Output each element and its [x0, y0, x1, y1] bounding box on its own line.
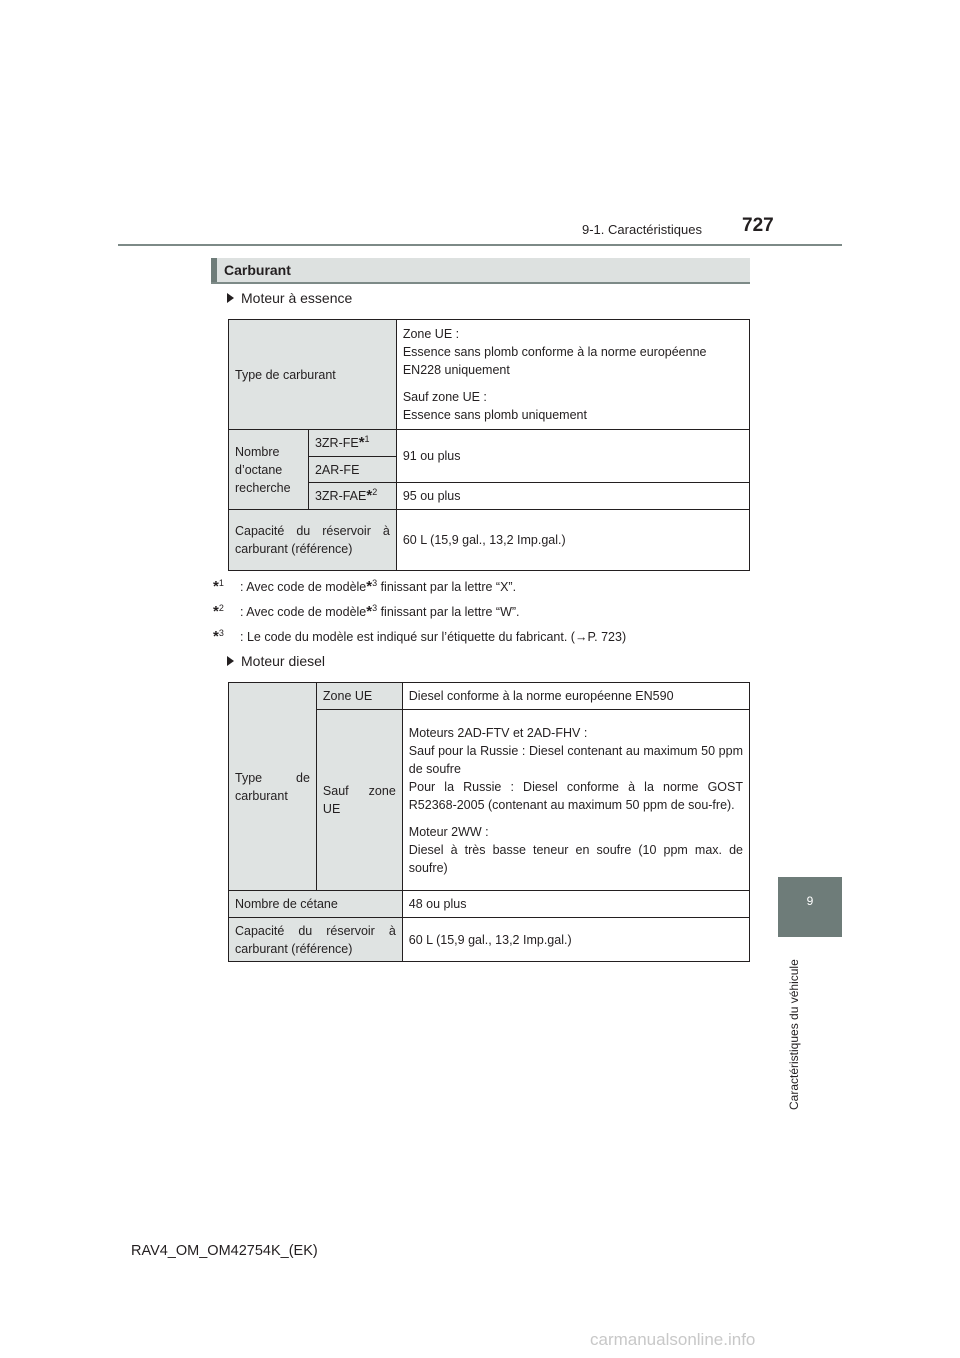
petrol-eu-text: Essence sans plomb conforme à la norme européenne EN228 uniquement [402, 345, 707, 377]
diesel-non-eu-zone: Sauf zone UE [316, 710, 402, 891]
petrol-non-eu-title: Sauf zone UE : [402, 390, 487, 404]
petrol-octane-label: Nombre d’octane recherche [229, 430, 309, 510]
chapter-tab: 9 [778, 877, 842, 937]
section-marker [211, 258, 217, 282]
petrol-eu-title: Zone UE : [402, 327, 460, 341]
diesel-p2-title: Moteur 2WW : [408, 824, 489, 839]
diesel-cetane-label: Nombre de cétane [229, 891, 403, 918]
footnote-3: *$^3$ : Le code du modèle est indiqué sur l’étiquette du fabricant. (→P. 723) [213, 627, 627, 645]
diesel-heading-text: Moteur diesel [241, 653, 326, 669]
chapter-title: Caractéristiques du véhicule [787, 959, 801, 1110]
petrol-engine-3zr-fae: 3ZR-FAE*$^2$ [308, 483, 396, 510]
page-number: 727 [742, 215, 774, 236]
diesel-cetane-value: 48 ou plus [402, 891, 749, 918]
footer-code: RAV4_OM_OM42754K_(EK) [131, 1243, 318, 1259]
footnote-1: *$^1$ : Avec code de modèle*$^3$ finissant par la lettre “X”. [213, 577, 517, 595]
diesel-p2-text: Diesel à très basse teneur en soufre (10 ppm max. de soufre) [408, 842, 743, 875]
petrol-octane-95: 95 ou plus [396, 483, 749, 510]
petrol-non-eu-text: Essence sans plomb uniquement [402, 408, 587, 422]
diesel-fuel-type-label: Type de carburant [229, 683, 317, 891]
page-reference-link[interactable]: P. 723) [587, 630, 627, 644]
header-divider [118, 244, 842, 246]
page-ref-arrow-icon: → [574, 630, 588, 644]
diesel-p1-title: Moteurs 2AD-FTV et 2AD-FHV : [408, 725, 588, 740]
watermark: carmanualsonline.info [590, 1330, 756, 1349]
diesel-eu-zone: Zone UE [316, 683, 402, 710]
petrol-engine-3zr-fe: 3ZR-FE*$^1$ [308, 430, 396, 457]
petrol-tank-label: Capacité du réservoir à carburant (référence) [229, 510, 397, 571]
petrol-fuel-type-value [396, 320, 749, 430]
diesel-spec-table [228, 682, 750, 962]
header-section: 9-1. Caractéristiques [582, 222, 702, 237]
diesel-tank-value: 60 L (15,9 gal., 13,2 Imp.gal.) [402, 918, 749, 962]
section-title: Carburant [224, 262, 291, 278]
diesel-eu-text: Diesel conforme à la norme européenne EN590 [402, 683, 749, 710]
petrol-tank-value: 60 L (15,9 gal., 13,2 Imp.gal.) [396, 510, 749, 571]
diesel-non-eu-value [402, 710, 749, 891]
footnote-2: *$^2$ : Avec code de modèle*$^3$ finissant par la lettre “W”. [213, 602, 520, 620]
diesel-tank-label: Capacité du réservoir à carburant (référence) [229, 918, 403, 962]
chapter-title-vertical [787, 945, 803, 1110]
section-heading [211, 258, 750, 284]
triangle-bullet-icon [227, 656, 234, 666]
triangle-bullet-icon [227, 293, 234, 303]
diesel-heading [227, 653, 325, 669]
petrol-heading-text: Moteur à essence [241, 290, 353, 306]
diesel-p1-text1: Sauf pour la Russie : Diesel contenant au maximum 50 ppm de soufre [408, 743, 743, 776]
petrol-spec-table [228, 319, 750, 571]
diesel-p1-text2: Pour la Russie : Diesel conforme à la norme GOST R52368-2005 (contenant au maximum 50 ppm de sou-fre). [408, 779, 743, 812]
petrol-fuel-type-label: Type de carburant [229, 320, 397, 430]
petrol-engine-2ar-fe: 2AR-FE [308, 457, 396, 483]
petrol-octane-91: 91 ou plus [396, 430, 749, 483]
petrol-heading [227, 290, 352, 306]
